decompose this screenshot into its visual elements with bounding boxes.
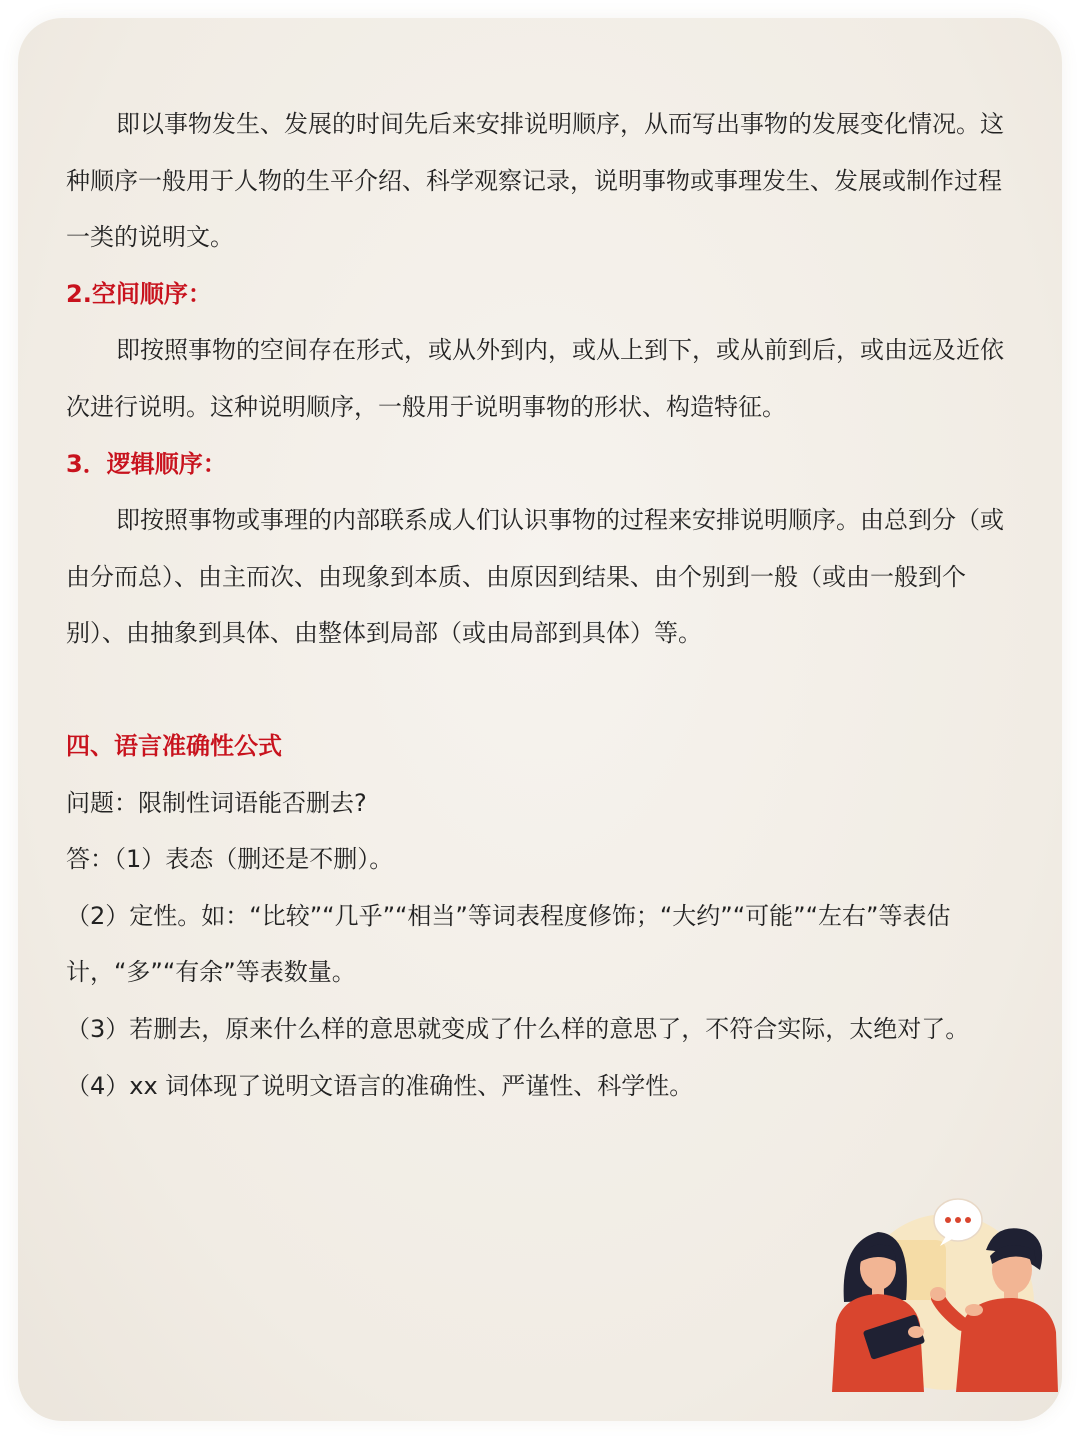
article-body: [66, 96, 1018, 1114]
heading-space-order: 2.空间顺序：: [66, 279, 212, 308]
heading-logic-order: 3．逻辑顺序：: [66, 449, 227, 478]
answer-line-2: （2）定性。如：“比较”“几乎”“相当”等词表程度修饰；“大约”“可能”“左右”等表估计，“多”“有余”等表数量。: [66, 901, 951, 987]
answer-line-1: 答：（1）表态（删还是不删）。: [66, 845, 394, 874]
question-line: 问题：限制性词语能否删去?: [66, 788, 367, 817]
two-people-talking-illustration: [826, 1192, 1062, 1392]
paragraph-time-order: 即以事物发生、发展的时间先后来安排说明顺序，从而写出事物的发展变化情况。这种顺序一般用于人物的生平介绍、科学观察记录，说明事物或事理发生、发展或制作过程一类的说明文。: [66, 110, 1004, 252]
paragraph-space-order: 即按照事物的空间存在形式，或从外到内，或从上到下，或从前到后，或由远及近依次进行说明。这种说明顺序，一般用于说明事物的形状、构造特征。: [66, 336, 1004, 421]
heading-language-accuracy: 四、语言准确性公式: [66, 731, 282, 760]
answer-line-4: （4）xx 词体现了说明文语言的准确性、严谨性、科学性。: [66, 1071, 694, 1100]
paragraph-logic-order: 即按照事物或事理的内部联系成人们认识事物的过程来安排说明顺序。由总到分（或由分而总）、由主而次、由现象到本质、由原因到结果、由个别到一般（或由一般到个别）、由抽象到具体、由整体到局部（或由局部到具体）等。: [66, 506, 1004, 648]
section-gap: [66, 662, 1018, 718]
answer-line-3: （3）若删去，原来什么样的意思就变成了什么样的意思了，不符合实际，太绝对了。: [66, 1014, 970, 1043]
